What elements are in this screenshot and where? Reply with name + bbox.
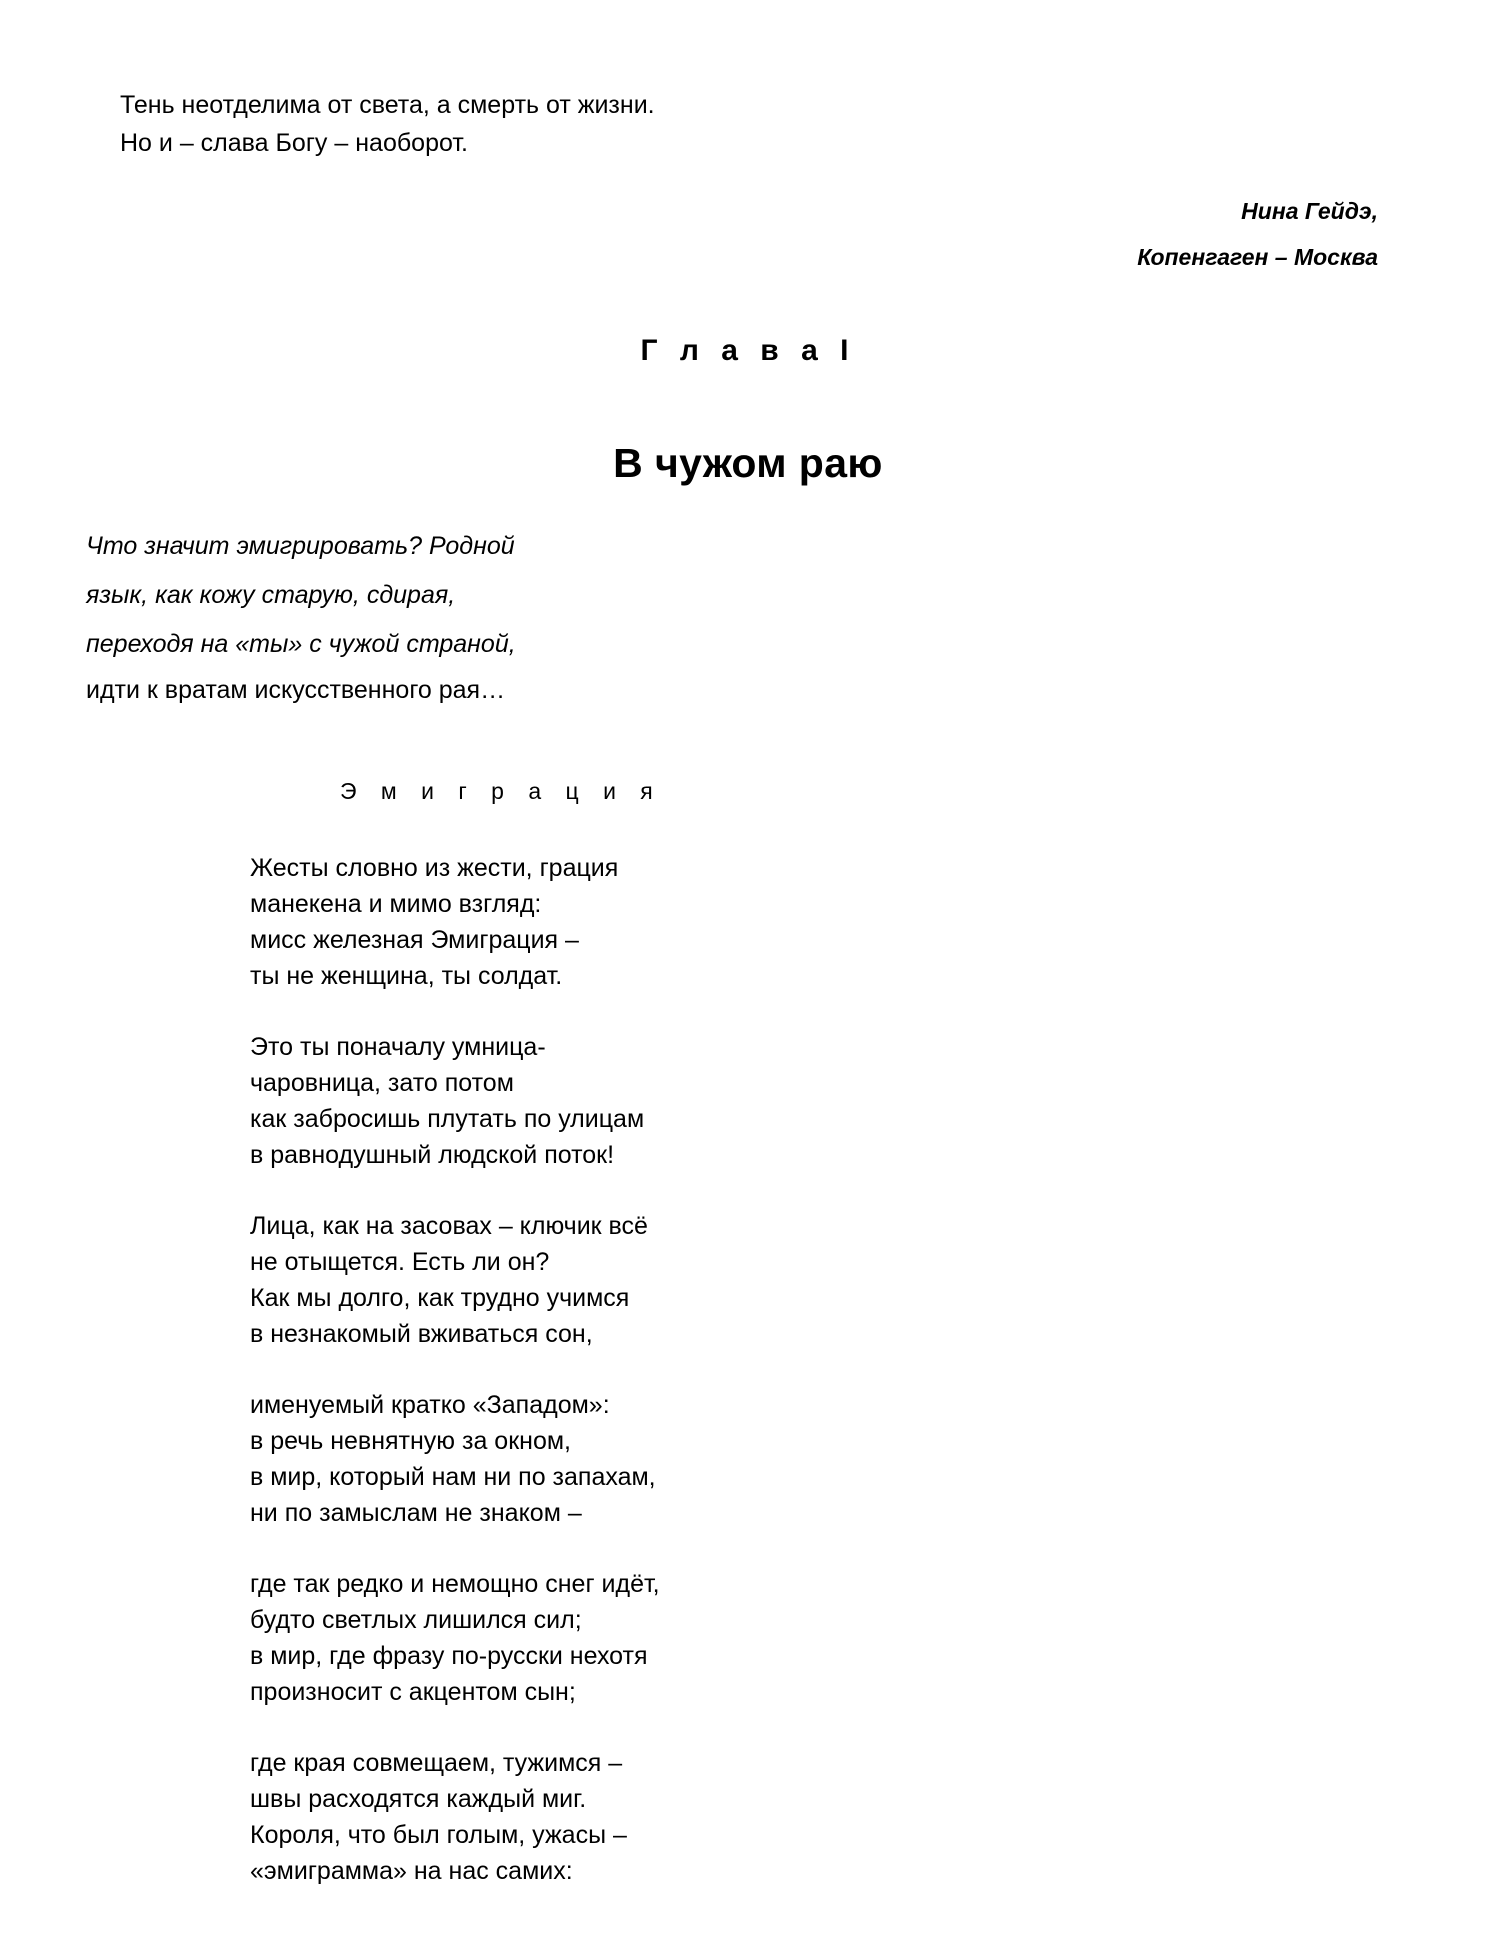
verse-epigraph-line: переходя на «ты» с чужой страной, (86, 630, 516, 658)
poem-stanza (250, 1029, 950, 1173)
poem-line: в мир, который нам ни по запахам, (250, 1463, 656, 1491)
poem-line: как забросишь плутать по улицам (250, 1105, 645, 1133)
poem-line: ты не женщина, ты солдат. (250, 962, 563, 990)
poem-stanza (250, 1208, 950, 1352)
poem-stanza (250, 850, 950, 994)
verse-epigraph-line: идти к вратам искусственного рая… (86, 676, 506, 704)
poem-stanza (250, 1566, 950, 1710)
poem-line: в незнакомый вживаться сон, (250, 1320, 593, 1348)
poem-stanza (250, 1745, 950, 1889)
poem-line: в равнодушный людской поток! (250, 1141, 615, 1169)
poem-line: где так редко и немощно снег идёт, (250, 1570, 660, 1598)
poem-line: Как мы долго, как трудно учимся (250, 1284, 630, 1312)
poem-line: «эмиграмма» на нас самих: (250, 1857, 573, 1885)
poem-title: Э м и г р а ц и я (340, 778, 662, 804)
poem-line: именуемый кратко «Западом»: (250, 1391, 610, 1419)
attribution-block (678, 188, 1378, 280)
chapter-label: Г л а в а I (640, 334, 856, 367)
verse-epigraph-line: Что значит эмигрировать? Родной (86, 532, 515, 560)
poem-stanza (250, 1387, 950, 1531)
poem-line: в мир, где фразу по-русски нехотя (250, 1642, 648, 1670)
verse-epigraph (86, 522, 846, 711)
poem-line: будто светлых лишился сил; (250, 1606, 582, 1634)
poem-line: ни по замыслам не знаком – (250, 1499, 582, 1527)
top-epigraph (120, 86, 1020, 162)
poem-line: манекена и мимо взгляд: (250, 890, 542, 918)
top-epigraph-line: Но и – слава Богу – наоборот. (120, 129, 468, 157)
poem-line: где края совмещаем, тужимся – (250, 1749, 623, 1777)
poem-line: Короля, что был голым, ужасы – (250, 1821, 627, 1849)
attribution-place: Копенгаген – Москва (1137, 244, 1378, 270)
top-epigraph-line: Тень неотделима от света, а смерть от жизни. (120, 91, 655, 119)
poem-line: швы расходятся каждый миг. (250, 1785, 587, 1813)
poem-line: Это ты поначалу умница- (250, 1033, 546, 1061)
poem-line: в речь невнятную за окном, (250, 1427, 571, 1455)
poem-line: мисс железная Эмиграция – (250, 926, 579, 954)
page-title: В чужом раю (613, 440, 883, 486)
poem-line: чаровница, зато потом (250, 1069, 514, 1097)
poem-body (250, 850, 950, 1889)
attribution-author: Нина Гейдэ, (1241, 198, 1378, 224)
poem-line: не отыщется. Есть ли он? (250, 1248, 550, 1276)
poem-line: Жесты словно из жести, грация (250, 854, 619, 882)
verse-epigraph-line: язык, как кожу старую, сдирая, (86, 581, 456, 609)
poem-line: Лица, как на засовах – ключик всё (250, 1212, 648, 1240)
poem-line: произносит с акцентом сын; (250, 1678, 576, 1706)
